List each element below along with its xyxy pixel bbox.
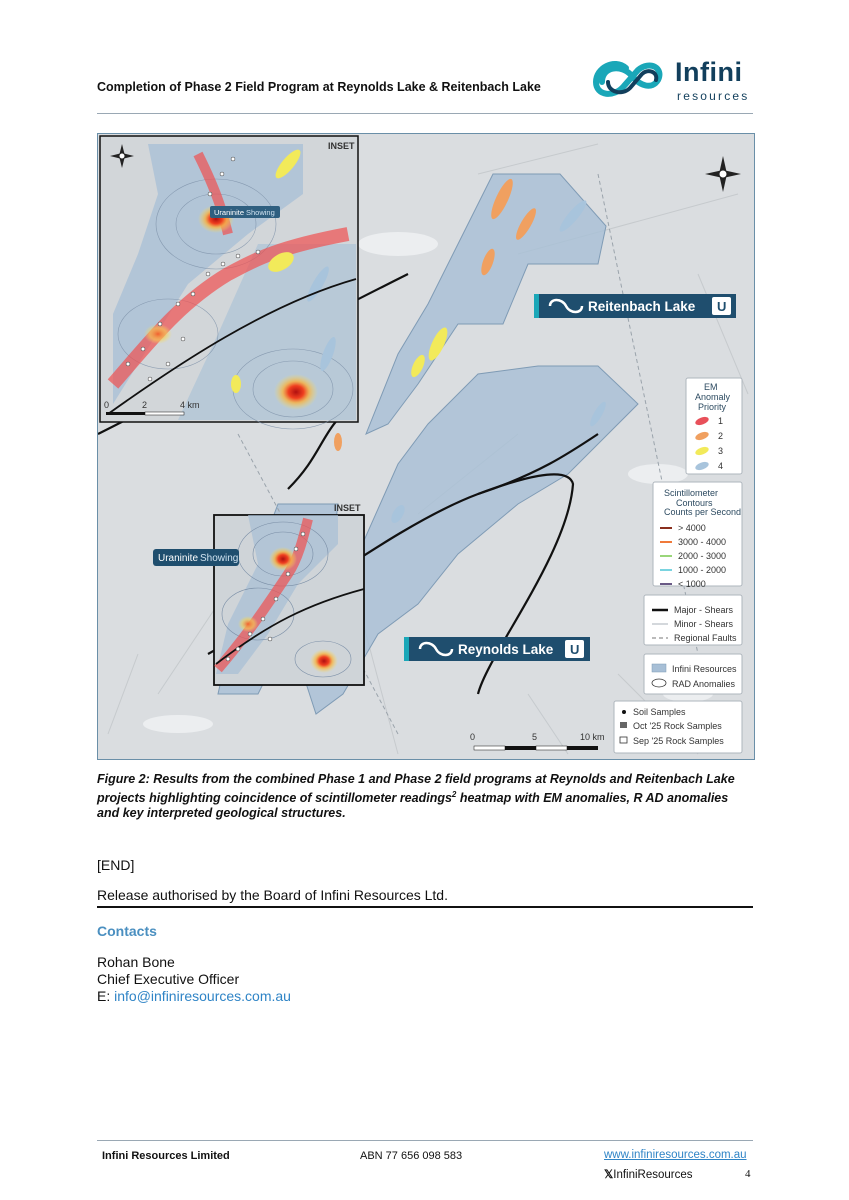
contact-email-line bbox=[97, 988, 291, 1004]
legend-em-anomaly bbox=[686, 378, 742, 474]
reitenbach-project-label bbox=[534, 294, 736, 318]
x-logo-icon: 𝕏 bbox=[604, 1169, 614, 1181]
logo-subtitle: resources bbox=[677, 89, 750, 103]
legend-soil-samples: Soil Samples bbox=[633, 707, 686, 717]
reynolds-project-label bbox=[404, 637, 590, 661]
legend-scint-label-1: > 4000 bbox=[678, 523, 706, 533]
legend-scintillometer bbox=[653, 482, 742, 589]
section-divider bbox=[97, 906, 753, 908]
footer-website-link[interactable]: www.infiniresources.com.au bbox=[604, 1149, 747, 1161]
top-scale-2: 2 bbox=[142, 400, 148, 410]
project-map bbox=[98, 134, 754, 759]
legend-structures bbox=[644, 595, 742, 645]
legend-em-label-2: 2 bbox=[718, 431, 724, 441]
legend-scint-title-1: Scintillometer bbox=[664, 488, 719, 498]
legend-samples bbox=[614, 701, 742, 753]
legend-scint-label-4: 1000 - 2000 bbox=[678, 565, 727, 575]
contact-role: Chief Executive Officer bbox=[97, 971, 240, 987]
header-divider bbox=[97, 113, 753, 114]
legend-regional-faults: Regional Faults bbox=[674, 633, 737, 643]
lower-inset-panel bbox=[214, 503, 364, 685]
legend-em-label-3: 3 bbox=[718, 446, 724, 456]
top-inset-label: INSET bbox=[328, 141, 355, 151]
footer-divider bbox=[97, 1140, 753, 1141]
project-map-figure bbox=[97, 133, 755, 760]
footer-x-handle[interactable] bbox=[604, 1167, 693, 1181]
legend-em-label-1: 1 bbox=[718, 416, 724, 426]
legend-minor-shears: Minor - Shears bbox=[674, 619, 734, 629]
top-inset-panel bbox=[100, 136, 358, 429]
reynolds-label: Reynolds Lake bbox=[458, 642, 554, 657]
main-scale-0: 0 bbox=[470, 732, 476, 742]
reitenbach-label: Reitenbach Lake bbox=[588, 299, 696, 314]
lower-inset-label: INSET bbox=[334, 503, 361, 513]
legend-em-title-3: Priority bbox=[698, 402, 727, 412]
header-title: Completion of Phase 2 Field Program at Reynolds Lake & Reitenbach Lake bbox=[97, 80, 541, 94]
uraninite-showing-label bbox=[153, 549, 239, 566]
main-scale-5: 5 bbox=[532, 732, 538, 742]
top-showing-label: Showing bbox=[246, 208, 275, 217]
legend-infini-resources: Infini Resources bbox=[672, 664, 737, 674]
contact-name: Rohan Bone bbox=[97, 954, 175, 970]
end-marker: [END] bbox=[97, 857, 135, 873]
legend-scint-label-5: < 1000 bbox=[678, 579, 706, 589]
email-prefix: E: bbox=[97, 988, 115, 1004]
uraninite-label: Uraninite bbox=[158, 553, 199, 564]
legend-scint-title-2: Contours bbox=[676, 498, 713, 508]
footer-company: Infini Resources Limited bbox=[102, 1150, 230, 1162]
caption-text-b: heatmap with EM anomalies, R AD anomalies and key interpreted geological structures. bbox=[97, 791, 729, 821]
legend-scint-subtitle: Counts per Second bbox=[664, 507, 742, 517]
main-scale-10: 10 km bbox=[580, 732, 605, 742]
x-handle-text: InfiniResources bbox=[613, 1169, 693, 1181]
release-authorised-text: Release authorised by the Board of Infini Resources Ltd. bbox=[97, 887, 448, 903]
figure-caption bbox=[97, 772, 753, 821]
contacts-heading: Contacts bbox=[97, 923, 157, 939]
reynolds-badge: U bbox=[570, 642, 580, 657]
page-number: 4 bbox=[745, 1168, 751, 1180]
logo-wordmark: Infini bbox=[675, 57, 743, 87]
showing-label: Showing bbox=[200, 553, 239, 564]
legend-sep-rock-samples: Sep '25 Rock Samples bbox=[633, 736, 724, 746]
legend-oct-rock-samples: Oct '25 Rock Samples bbox=[633, 721, 722, 731]
top-scale-0: 0 bbox=[104, 400, 110, 410]
legend-em-label-4: 4 bbox=[718, 461, 724, 471]
legend-em-title-1: EM bbox=[704, 382, 718, 392]
footer-abn: ABN 77 656 098 583 bbox=[360, 1150, 463, 1162]
legend-areas bbox=[644, 654, 742, 694]
top-uraninite-label: Uraninite bbox=[214, 208, 245, 217]
legend-em-title-2: Anomaly bbox=[695, 392, 731, 402]
caption-text-a: Figure 2: Results from the combined Phase 1 and Phase 2 field programs at Reynolds and Reitenbach Lake projects highlighting coincidence of scintillometer readings bbox=[97, 772, 735, 806]
legend-major-shears: Major - Shears bbox=[674, 605, 734, 615]
reitenbach-badge: U bbox=[717, 299, 727, 314]
legend-scint-label-3: 2000 - 3000 bbox=[678, 551, 727, 561]
contact-email-link[interactable]: info@infiniresources.com.au bbox=[114, 988, 291, 1004]
top-scale-4: 4 km bbox=[180, 400, 200, 410]
caption-superscript: 2 bbox=[451, 790, 457, 799]
legend-rad-anomalies: RAD Anomalies bbox=[672, 679, 736, 689]
legend-scint-label-2: 3000 - 4000 bbox=[678, 537, 727, 547]
